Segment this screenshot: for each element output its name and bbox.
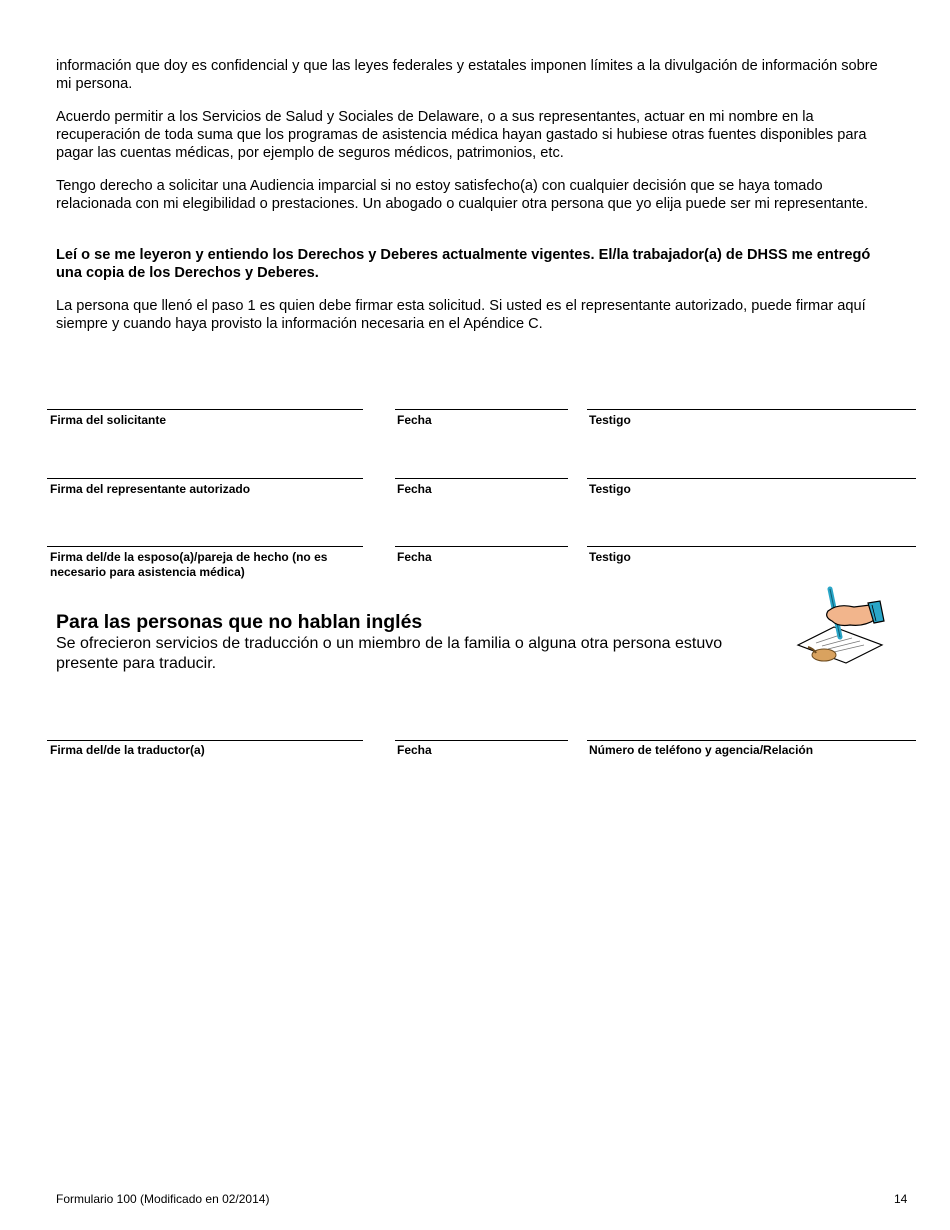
translator-date-label: Fecha xyxy=(397,743,432,757)
spouse-witness-line[interactable] xyxy=(587,546,916,547)
translator-date-line[interactable] xyxy=(395,740,568,741)
spouse-date-label: Fecha xyxy=(397,550,432,564)
page-number: 14 xyxy=(894,1192,908,1206)
applicant-date-label: Fecha xyxy=(397,413,432,427)
representative-signature-label: Firma del representante autorizado xyxy=(50,482,251,496)
applicant-date-line[interactable] xyxy=(395,409,568,410)
translator-phone-line[interactable] xyxy=(587,740,916,741)
applicant-signature-line[interactable] xyxy=(47,409,363,410)
representative-signature-line[interactable] xyxy=(47,478,363,479)
translator-signature-label: Firma del/de la traductor(a) xyxy=(50,743,205,757)
translator-phone-label: Número de teléfono y agencia/Relación xyxy=(589,743,814,757)
paragraph-recovery-authorization: Acuerdo permitir a los Servicios de Salud y Sociales de Delaware, o a sus representantes, actuar en mi nombre en la recuperación de toda suma que los programas de asistencia médica hayan gastado si hubiese otras fuentes disponibles para pagar las cuentas médicas, por ejemplo de seguros médicos, patrimonios, etc. xyxy=(56,109,867,161)
representative-date-label: Fecha xyxy=(397,482,432,496)
paragraph-rights-acknowledgement: Leí o se me leyeron y entiendo los Derechos y Deberes actualmente vigentes. El/la trabajador(a) de DHSS me entregó una copia de los Derechos y Deberes. xyxy=(56,247,871,281)
spouse-witness-label: Testigo xyxy=(589,550,631,564)
applicant-witness-line[interactable] xyxy=(587,409,916,410)
representative-witness-line[interactable] xyxy=(587,478,916,479)
form-identifier: Formulario 100 (Modificado en 02/2014) xyxy=(56,1192,270,1206)
hand-signing-document-icon xyxy=(794,583,886,669)
translation-text: Se ofrecieron servicios de traducción o un miembro de la familia o alguna otra persona estuvo presente para traducir. xyxy=(56,635,723,672)
translation-heading: Para las personas que no hablan inglés xyxy=(56,611,423,633)
applicant-signature-label: Firma del solicitante xyxy=(50,413,167,427)
representative-witness-label: Testigo xyxy=(589,482,631,496)
representative-date-line[interactable] xyxy=(395,478,568,479)
paragraph-confidentiality: información que doy es confidencial y que las leyes federales y estatales imponen límites a la divulgación de información sobre mi persona. xyxy=(56,58,878,92)
translator-signature-line[interactable] xyxy=(47,740,363,741)
applicant-witness-label: Testigo xyxy=(589,413,631,427)
paragraph-fair-hearing: Tengo derecho a solicitar una Audiencia imparcial si no estoy satisfecho(a) con cualquier decisión que se haya tomado relacionada con mi elegibilidad o prestaciones. Un abogado o cualquier otra persona que yo elija puede ser mi representante. xyxy=(56,178,869,212)
spouse-signature-line[interactable] xyxy=(47,546,363,547)
spouse-date-line[interactable] xyxy=(395,546,568,547)
spouse-signature-label: Firma del/de la esposo(a)/pareja de hecho (no es necesario para asistencia médica) xyxy=(50,550,328,579)
paragraph-signing-instructions: La persona que llenó el paso 1 es quien debe firmar esta solicitud. Si usted es el representante autorizado, puede firmar aquí siempre y cuando haya provisto la información necesaria en el Apéndice C. xyxy=(56,298,866,332)
